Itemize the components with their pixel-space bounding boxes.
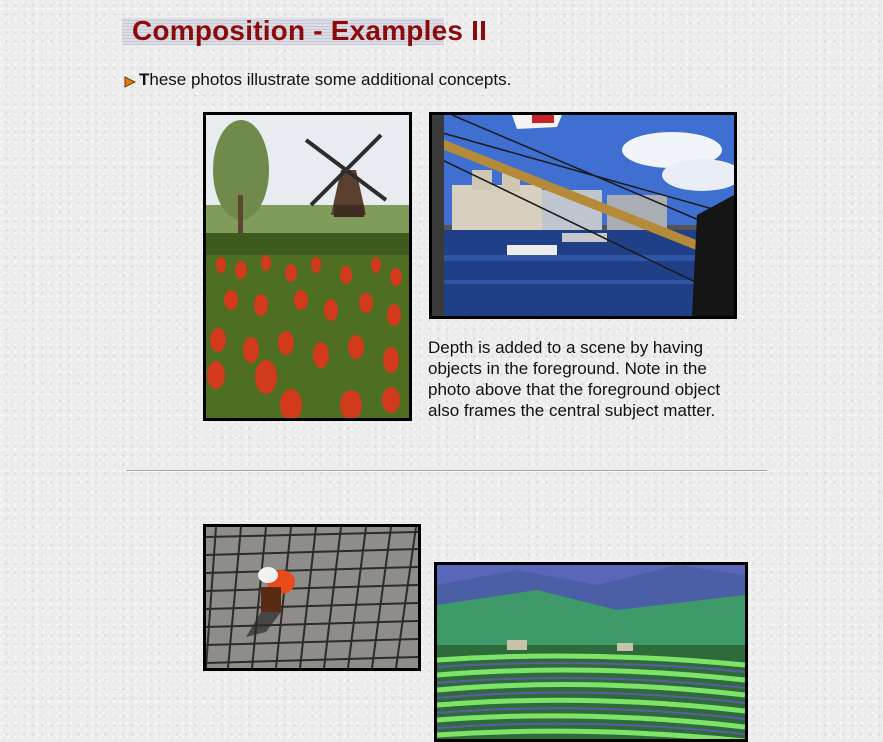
- intro-rest: hese photos illustrate some additional concepts.: [149, 70, 512, 89]
- intro-first-letter: T: [139, 70, 150, 89]
- harbor-ship-photo: [429, 112, 737, 319]
- terraced-fields-photo: [434, 562, 748, 742]
- depth-caption: Depth is added to a scene by having objects in the foreground. Note in the photo above that the foreground object also frames the central subject matter.: [428, 338, 721, 420]
- bullet-icon: [124, 76, 136, 88]
- worker-steel-mesh-photo: [203, 524, 421, 671]
- horizontal-rule: [126, 470, 767, 472]
- intro-text: [139, 70, 511, 90]
- windmill-tulips-photo: [203, 112, 412, 421]
- page-title: Composition - Examples II: [132, 15, 488, 46]
